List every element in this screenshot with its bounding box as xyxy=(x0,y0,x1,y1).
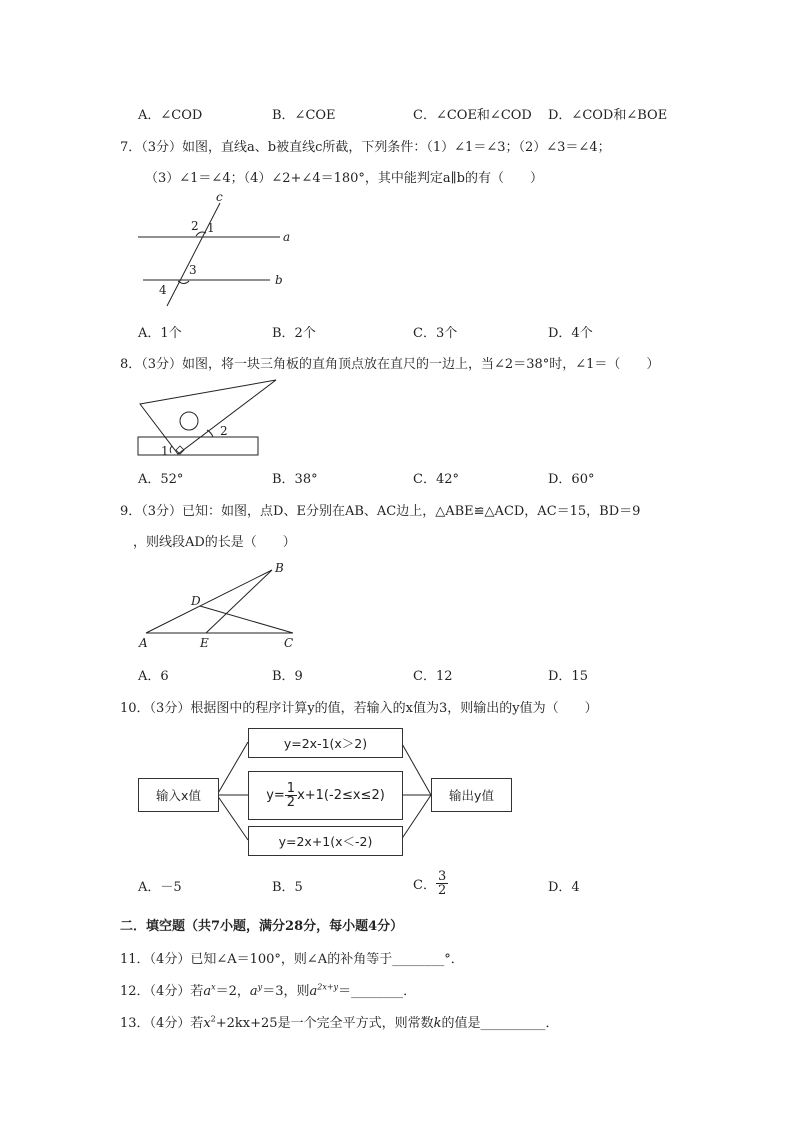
q9-option-a: A．6 xyxy=(138,669,169,684)
q6-option-b: B．∠COE xyxy=(272,108,336,123)
flow-middle-suffix: x+1(-2≤x≤2) xyxy=(297,788,385,803)
q7-stem-line2: （3）∠1＝∠4；（4）∠2+∠4＝180°，其中能判定a∥b的有（ ） xyxy=(145,171,543,186)
q7-label-b: b xyxy=(275,273,283,287)
q6-option-d: D．∠COD和∠BOE xyxy=(548,108,668,123)
q7-option-a: A．1个 xyxy=(138,326,182,341)
flow-middle-fraction: $\frac{1}{2}$ xyxy=(286,781,296,810)
q6-option-c: C．∠COE和∠COD xyxy=(413,108,532,123)
q10-option-c: C． $\frac{3}{2}$ xyxy=(413,869,447,898)
q7-label-4: 4 xyxy=(159,283,167,297)
q7-label-a: a xyxy=(283,230,291,244)
q9-stem-line1: 9．（3分）已知：如图，点D、E分别在AB、AC边上，△ABE≌△ACD，AC＝15，BD＝9 xyxy=(120,504,641,519)
q12-text: 12．（4分）若$a^x=2$，$a^y=3$，则$a^{2x+y}=\_\_\_\_\_\_\_\_$． xyxy=(120,982,417,999)
q9-label-d: D xyxy=(191,594,201,608)
flow-output-box xyxy=(431,778,512,812)
flow-branch-top-label: y=2x-1(x＞2) xyxy=(283,736,368,751)
q7-option-c: C．3个 xyxy=(413,326,458,341)
q7-option-d: D．4个 xyxy=(548,326,593,341)
flow-input-box xyxy=(138,778,219,812)
q13-text: 13．（4分）若$x^2+2kx+25$是一个完全平方式，则常数k的值是__________． xyxy=(120,1014,559,1031)
q9-option-c: C．12 xyxy=(413,669,453,684)
q7-label-3: 3 xyxy=(189,263,197,277)
q10-option-c-fraction: $\frac{3}{2}$ xyxy=(437,869,447,898)
q10-option-b: B．5 xyxy=(272,880,303,895)
q11-text: 11．（4分）已知∠A＝100°，则∠A的补角等于________°． xyxy=(120,952,464,967)
q9-label-a: A xyxy=(139,636,148,650)
q8-stem-line1: 8．（3分）如图，将一块三角板的直角顶点放在直尺的一边上，当∠2＝38°时，∠1＝（ ） xyxy=(120,357,660,372)
q7-option-b: B．2个 xyxy=(272,326,316,341)
q10-option-a: A．－5 xyxy=(138,880,182,895)
flow-branch-bottom xyxy=(248,826,403,856)
q9-option-b: B．9 xyxy=(272,669,303,684)
flow-output-label: 输出y值 xyxy=(449,788,494,803)
q9-stem-line2: ，则线段AD的长是（ ） xyxy=(133,535,296,550)
q7-stem-line1: 7．（3分）如图，直线a、b被直线c所截，下列条件：（1）∠1＝∠3；（2）∠3＝∠4； xyxy=(120,140,611,155)
flow-input-label: 输入x值 xyxy=(156,788,201,803)
q9-label-e: E xyxy=(200,636,209,650)
q10-option-d: D．4 xyxy=(548,880,580,895)
flow-branch-top xyxy=(248,728,403,758)
flow-branch-bottom-label: y=2x+1(x＜-2) xyxy=(278,834,373,849)
flow-middle-prefix: y= xyxy=(266,788,285,803)
q8-option-c: C．42° xyxy=(413,472,459,487)
q6-option-a: A．∠COD xyxy=(138,108,203,123)
q9-label-b: B xyxy=(275,561,284,575)
q7-label-c: c xyxy=(216,190,223,204)
q8-option-d: D．60° xyxy=(548,472,595,487)
flow-branch-middle xyxy=(248,771,403,820)
q9-option-d: D．15 xyxy=(548,669,588,684)
q9-label-c: C xyxy=(284,636,294,650)
section-title-fill-blank: 二．填空题（共7小题，满分28分，每小题4分） xyxy=(120,919,404,934)
q7-label-2: 2 xyxy=(191,219,199,233)
q8-label-2: 2 xyxy=(220,424,228,438)
q8-option-a: A．52° xyxy=(138,472,184,487)
q10-stem-line1: 10．（3分）根据图中的程序计算y的值，若输入的x值为3，则输出的y值为（ ） xyxy=(120,701,598,716)
q7-label-1: 1 xyxy=(207,221,215,235)
q8-option-b: B．38° xyxy=(272,472,318,487)
q8-label-1: 1 xyxy=(161,444,169,458)
